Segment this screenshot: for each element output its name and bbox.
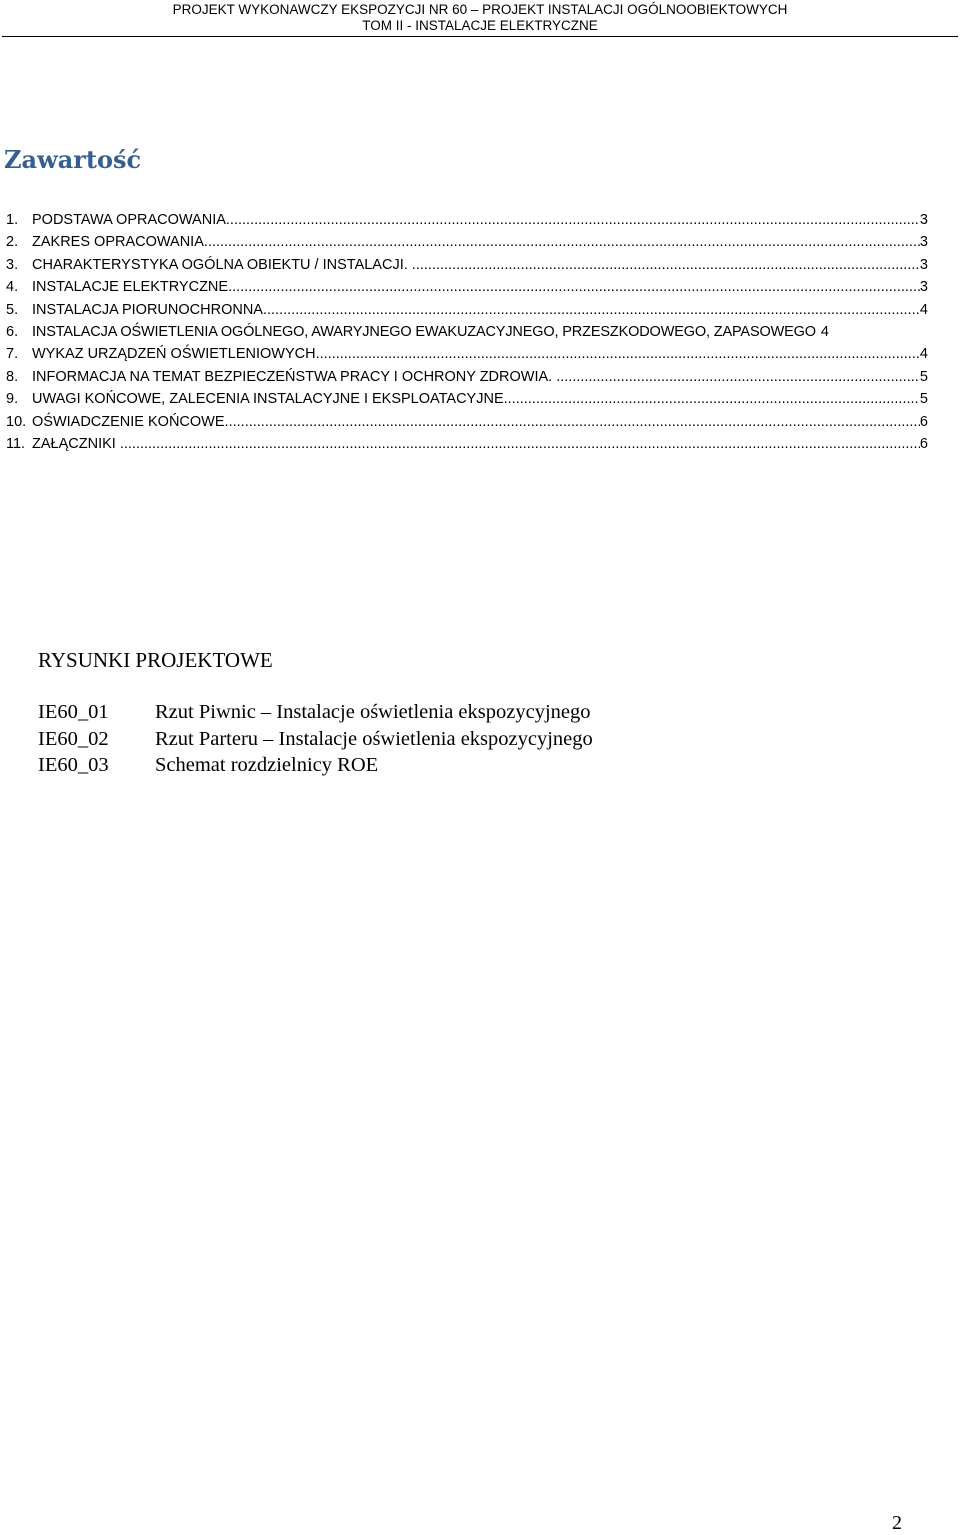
- drawing-description: Schemat rozdzielnicy ROE: [155, 754, 379, 776]
- toc-entry[interactable]: [6, 299, 928, 321]
- toc-entry-title: CHARAKTERYSTYKA OGÓLNA OBIEKTU / INSTALACJI.: [32, 256, 412, 273]
- toc-entry-number: 8.: [6, 368, 19, 385]
- drawing-item: [38, 699, 593, 726]
- toc-dot-leader: [204, 231, 920, 253]
- toc-entry-title: OŚWIADCZENIE KOŃCOWE: [32, 413, 225, 430]
- toc-entry-title: ZAŁĄCZNIKI: [32, 435, 120, 452]
- toc-entry-number: 9.: [6, 391, 19, 408]
- toc-entry-page: 4: [919, 301, 928, 318]
- toc-dot-leader: [412, 254, 920, 276]
- toc-entry-number: 11.: [6, 435, 26, 452]
- toc-entry-title: PODSTAWA OPRACOWANIA: [32, 212, 226, 228]
- toc-entry-page: 4: [919, 346, 928, 363]
- toc-entry[interactable]: [6, 209, 928, 231]
- toc-entry-page: 5: [919, 391, 928, 408]
- toc-entry-page: 4: [820, 323, 829, 340]
- toc-entry-number: 3.: [6, 256, 19, 273]
- header-volume-title: TOM II - INSTALACJE ELEKTRYCZNE: [362, 18, 598, 33]
- drawing-code: IE60_01: [38, 701, 109, 723]
- drawing-description: Rzut Piwnic – Instalacje oświetlenia ekspozycyjnego: [155, 701, 591, 723]
- toc-entry-number: 7.: [6, 346, 19, 363]
- toc-dot-leader: [226, 209, 920, 231]
- toc-dot-leader: [263, 299, 920, 321]
- toc-entry-page: 3: [919, 234, 928, 251]
- toc-entry-number: 5.: [6, 301, 19, 318]
- toc-entry[interactable]: [6, 433, 928, 455]
- toc-entry-title: UWAGI KOŃCOWE, ZALECENIA INSTALACYJNE I EKSPLOATACYJNE: [32, 391, 504, 408]
- drawings-heading: RYSUNKI PROJEKTOWE: [38, 648, 273, 672]
- toc-entry[interactable]: [6, 343, 928, 365]
- toc-entry-number: 2.: [6, 234, 19, 251]
- toc-entry-title: INSTALACJE ELEKTRYCZNE: [32, 279, 229, 296]
- toc-entry-number: 4.: [6, 279, 19, 296]
- project-drawings: [38, 645, 593, 779]
- toc-entry-title: INSTALACJA OŚWIETLENIA OGÓLNEGO, AWARYJNEGO EWAKUZACYJNEGO, PRZESZKODOWEGO, ZAPASOWEGO: [32, 323, 816, 340]
- page-number: 2: [892, 1512, 902, 1534]
- drawing-code: IE60_03: [38, 754, 109, 776]
- toc-entry-title: INFORMACJA NA TEMAT BEZPIECZEŃSTWA PRACY I OCHRONY ZDROWIA.: [32, 368, 557, 385]
- toc-dot-leader: [556, 366, 920, 388]
- toc-entry-page: 3: [919, 212, 928, 228]
- toc-dot-leader: [316, 343, 920, 365]
- toc-entry[interactable]: [6, 321, 928, 343]
- header-project-title: PROJEKT WYKONAWCZY EKSPOZYCJI NR 60 – PROJEKT INSTALACJI OGÓLNOOBIEKTOWYCH: [172, 2, 788, 17]
- drawing-description: Rzut Parteru – Instalacje oświetlenia ekspozycyjnego: [155, 727, 593, 750]
- toc-entry[interactable]: [6, 388, 928, 410]
- toc-entry-page: 6: [919, 435, 928, 452]
- drawing-item: [38, 726, 593, 753]
- toc-entry-page: 3: [919, 256, 928, 273]
- toc-entry-number: 10.: [6, 413, 27, 430]
- toc-dot-leader: [120, 433, 920, 455]
- toc-entry[interactable]: [6, 276, 928, 298]
- table-of-contents: [6, 209, 928, 455]
- toc-entry[interactable]: [6, 254, 928, 276]
- toc-entry[interactable]: [6, 231, 928, 253]
- drawing-code: IE60_02: [38, 727, 109, 750]
- toc-entry-title: ZAKRES OPRACOWANIA: [32, 234, 204, 251]
- toc-entry-page: 6: [919, 413, 928, 430]
- toc-dot-leader: [228, 276, 920, 298]
- drawing-item: [38, 752, 593, 779]
- toc-entry-number: 6.: [6, 323, 19, 340]
- toc-entry-number: 1.: [6, 212, 19, 228]
- toc-entry-title: WYKAZ URZĄDZEŃ OŚWIETLENIOWYCH: [32, 346, 316, 363]
- toc-entry-page: 5: [919, 368, 928, 385]
- toc-entry[interactable]: [6, 366, 928, 388]
- toc-heading: Zawartość: [4, 145, 142, 174]
- toc-dot-leader: [504, 388, 920, 410]
- toc-entry-page: 3: [919, 279, 928, 296]
- page-header: [0, 0, 960, 34]
- header-divider: [2, 36, 958, 37]
- toc-entry[interactable]: [6, 411, 928, 433]
- toc-dot-leader: [225, 411, 920, 433]
- toc-entry-title: INSTALACJA PIORUNOCHRONNA: [32, 301, 263, 318]
